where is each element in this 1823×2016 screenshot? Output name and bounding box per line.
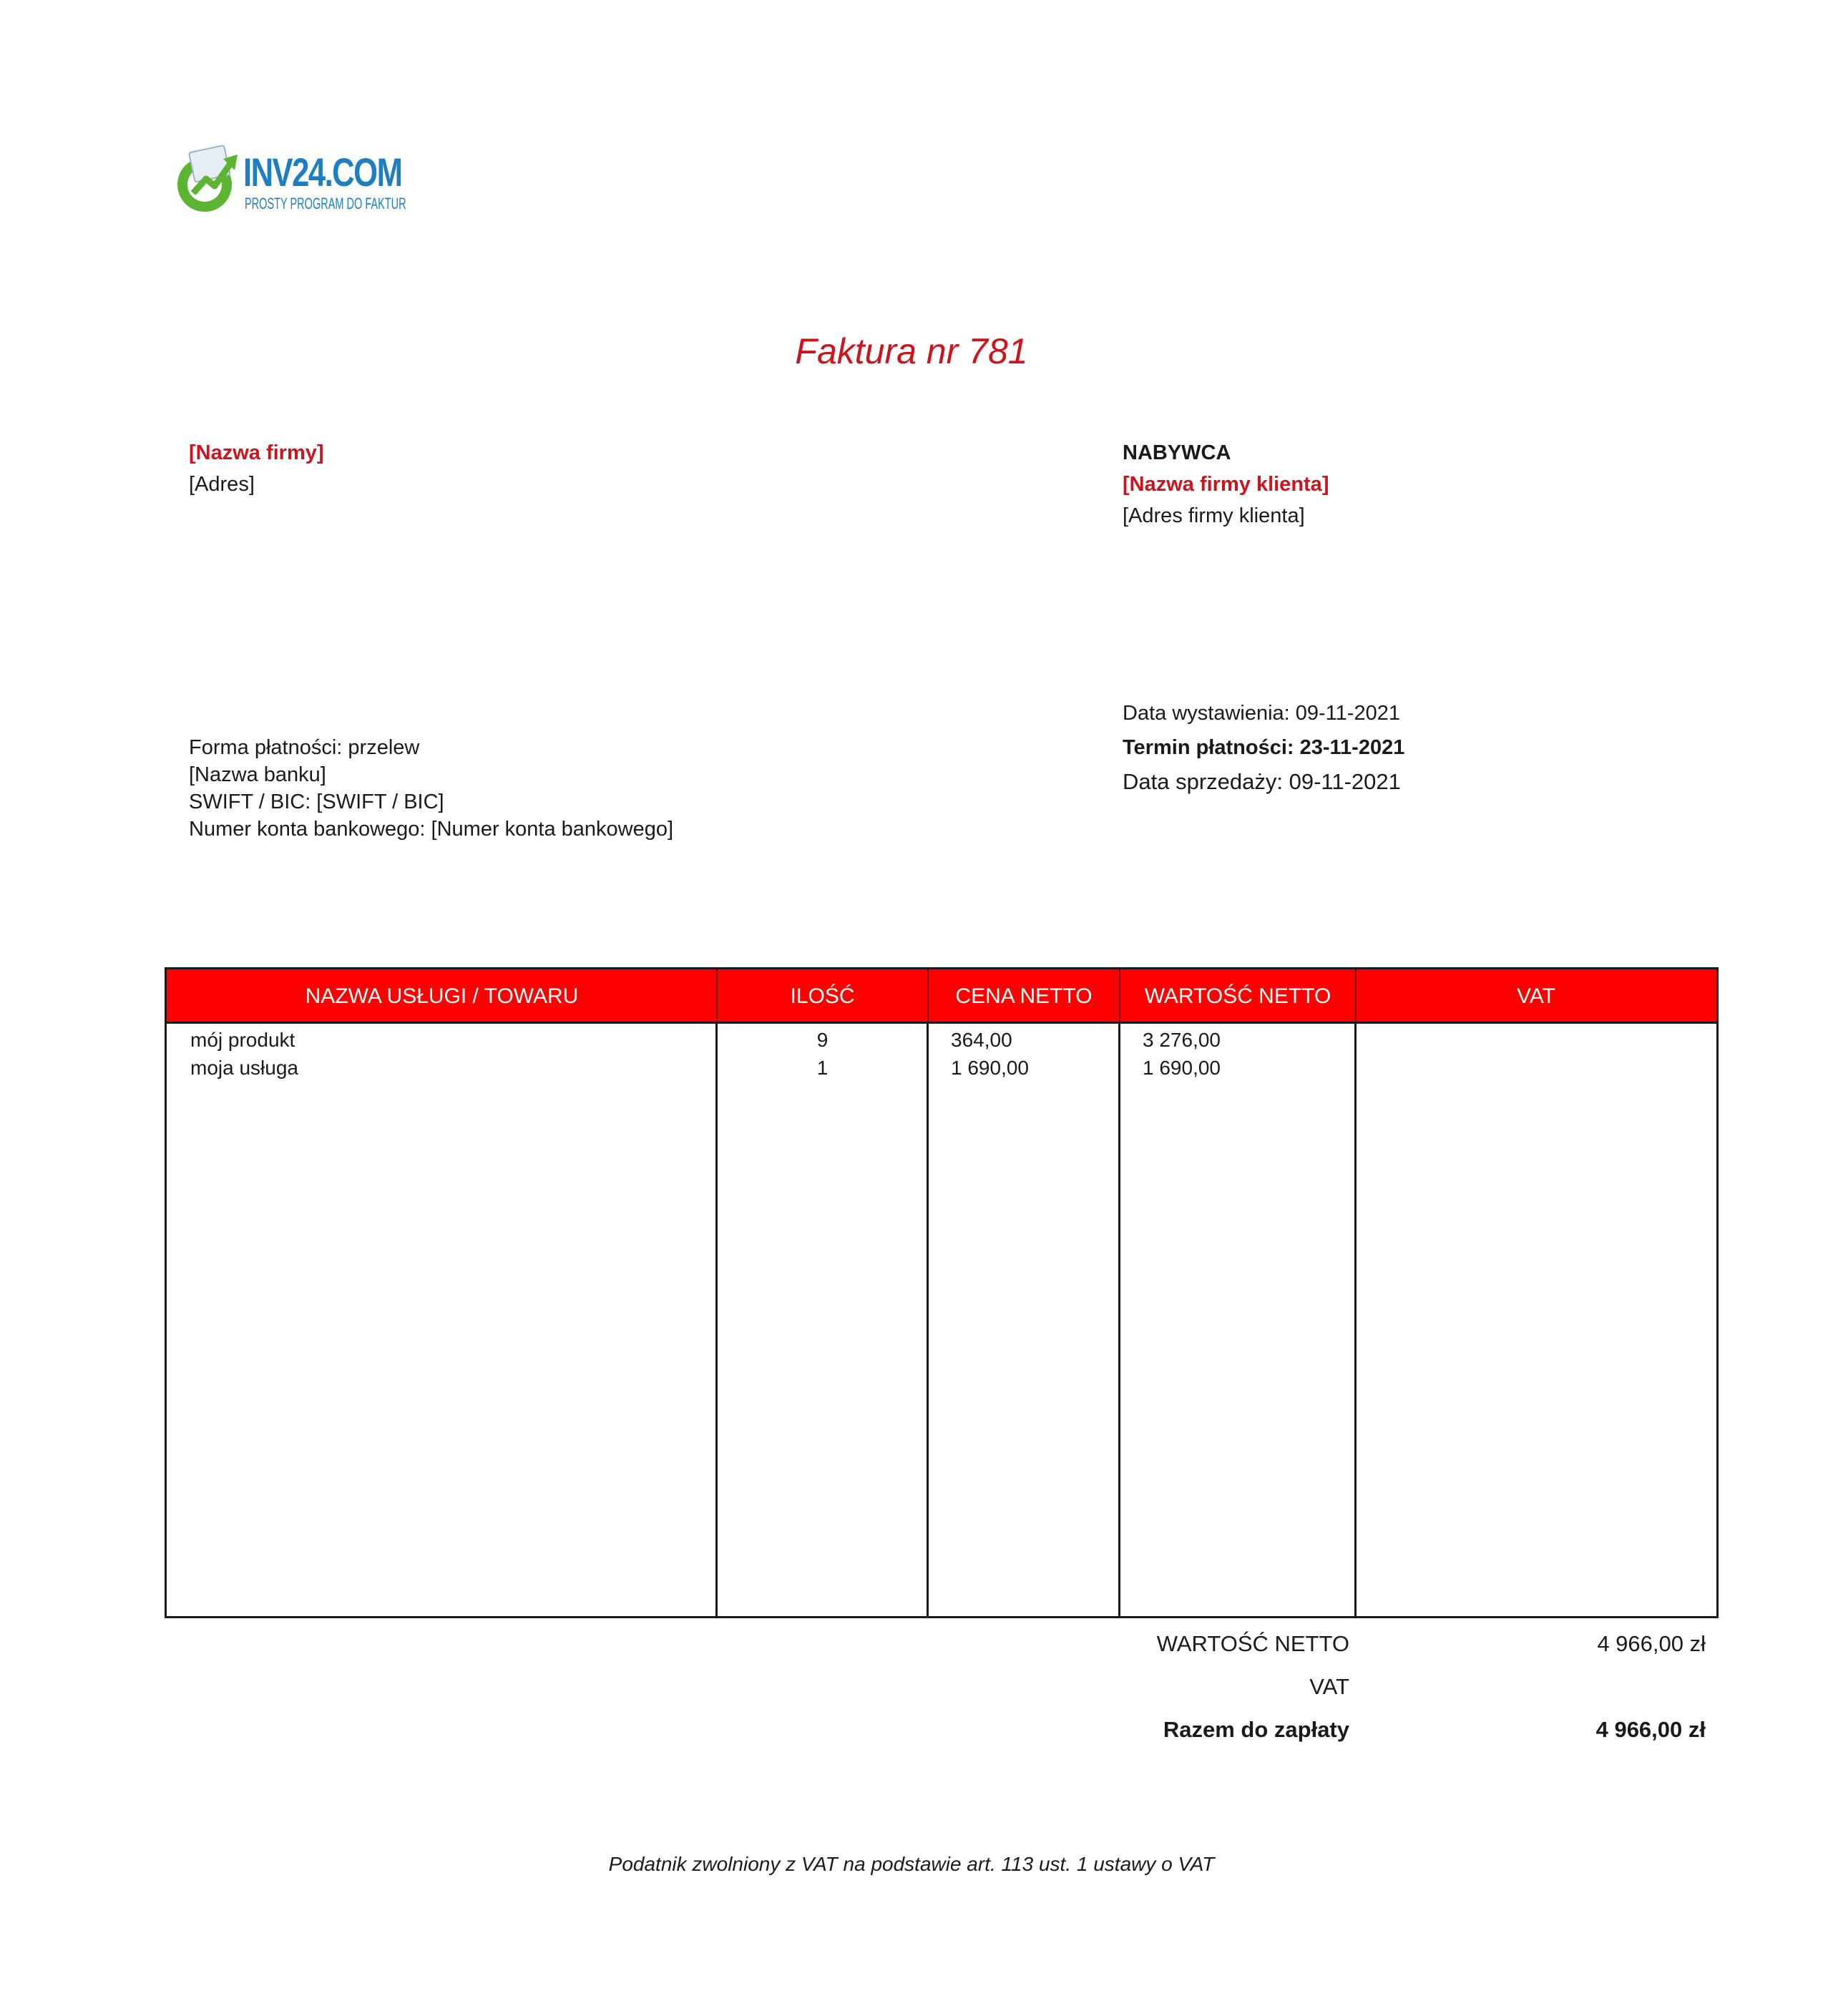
bank-account: Numer konta bankowego: [Numer konta bankowego]: [189, 818, 674, 841]
buyer-name: [Nazwa firmy klienta]: [1123, 473, 1329, 496]
row-item-name: mój produkt: [190, 1029, 295, 1051]
header-vat: VAT: [1517, 984, 1555, 1008]
logo-tagline: PROSTY PROGRAM DO FAKTUR: [245, 195, 406, 212]
bank-name: [Nazwa banku]: [189, 763, 326, 786]
sale-date: Data sprzedaży: 09-11-2021: [1123, 769, 1401, 794]
column-divider: [927, 1023, 929, 1616]
header-price: CENA NETTO: [955, 984, 1093, 1008]
total-vat-label: VAT: [1309, 1674, 1349, 1699]
total-net-value: 4 966,00 zł: [1597, 1631, 1706, 1656]
row-item-qty: 9: [816, 1029, 829, 1051]
row-item-name: moja usługa: [190, 1057, 298, 1079]
company-logo: [173, 143, 406, 218]
issue-date: Data wystawienia: 09-11-2021: [1123, 702, 1400, 725]
swift-bic: SWIFT / BIC: [SWIFT / BIC]: [189, 791, 444, 813]
invoice-title: Faktura nr 781: [795, 331, 1028, 371]
header-net-value: WARTOŚĆ NETTO: [1144, 984, 1331, 1008]
total-net-label: WARTOŚĆ NETTO: [1156, 1631, 1349, 1656]
payment-method: Forma płatności: przelew: [189, 736, 420, 759]
row-item-price: 364,00: [951, 1029, 1012, 1051]
row-item-price: 1 690,00: [951, 1057, 1029, 1079]
column-divider: [1118, 1023, 1120, 1616]
seller-address: [Adres]: [189, 473, 255, 496]
total-due-label: Razem do zapłaty: [1163, 1717, 1349, 1742]
header-divider: [167, 1022, 1716, 1024]
logo-invoice-icon: [173, 143, 241, 215]
row-item-qty: 1: [816, 1057, 829, 1079]
vat-exemption-note: Podatnik zwolniony z VAT na podstawie art. 113 ust. 1 ustawy o VAT: [608, 1853, 1215, 1875]
row-item-net: 3 276,00: [1143, 1029, 1221, 1051]
buyer-address: [Adres firmy klienta]: [1123, 504, 1305, 527]
due-date: Termin płatności: 23-11-2021: [1123, 736, 1405, 759]
seller-name: [Nazwa firmy]: [189, 441, 324, 464]
buyer-heading: NABYWCA: [1123, 441, 1231, 464]
column-divider: [715, 1023, 718, 1616]
header-name: NAZWA USŁUGI / TOWARU: [305, 984, 579, 1008]
header-qty: ILOŚĆ: [790, 984, 855, 1008]
total-due-value: 4 966,00 zł: [1595, 1717, 1706, 1742]
items-table: [165, 967, 1719, 1618]
row-item-net: 1 690,00: [1143, 1057, 1221, 1079]
table-header: [167, 969, 1716, 1023]
column-divider: [1354, 1023, 1357, 1616]
logo-text: INV24.COM: [243, 150, 402, 195]
